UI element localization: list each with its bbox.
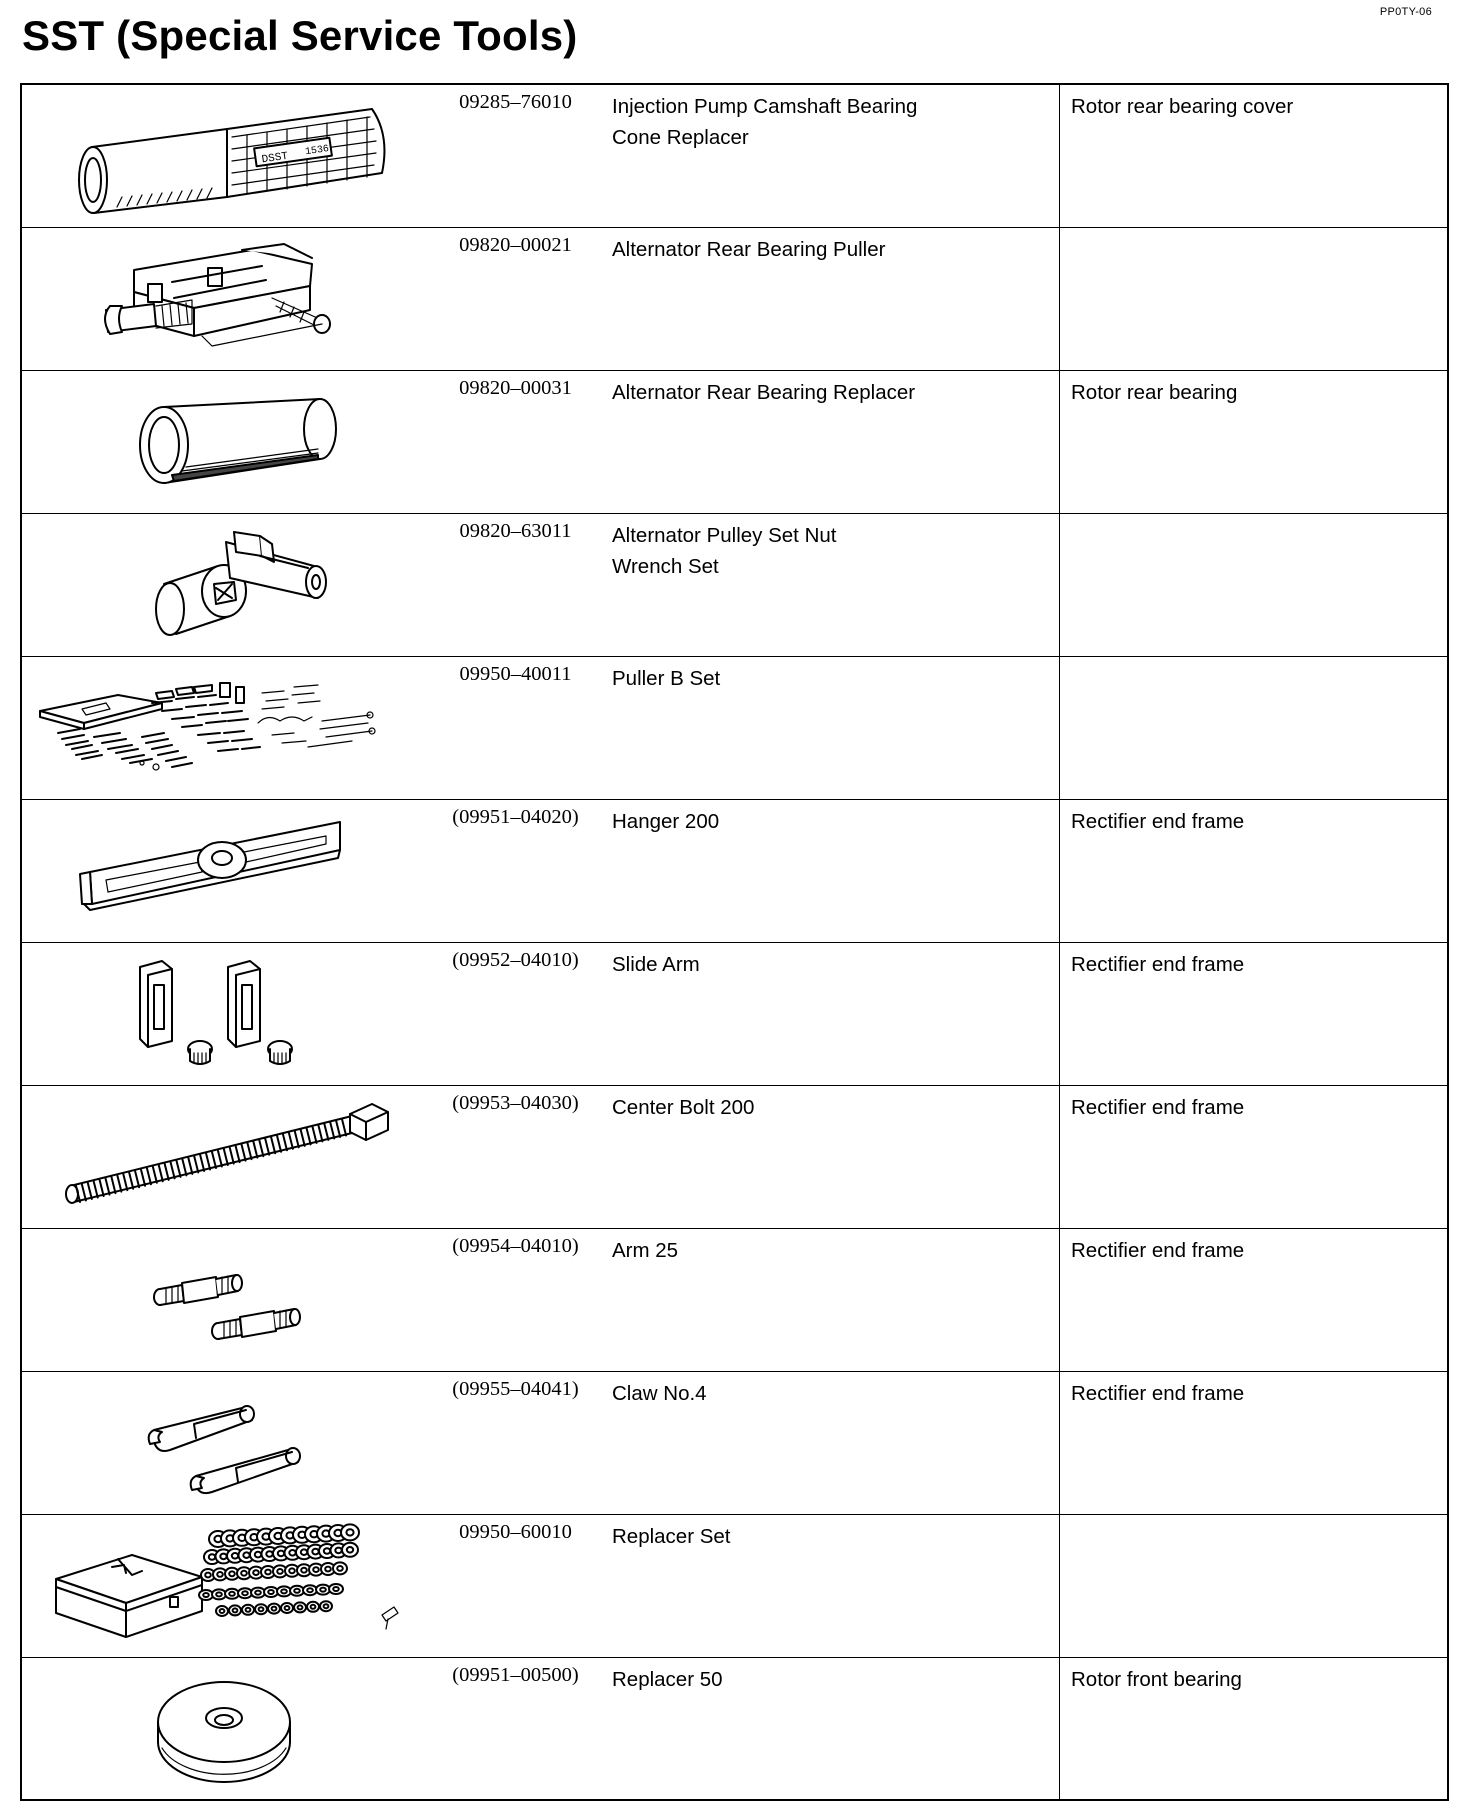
claw-icon: [22, 1372, 433, 1515]
part-number-cell: [433, 1657, 612, 1800]
tool-name-line: Puller B Set: [612, 666, 721, 690]
usage-cell: Rectifier end frame: [1060, 942, 1449, 1085]
tool-name-line: Alternator Pulley Set Nut: [612, 523, 837, 547]
usage-cell: Rotor rear bearing: [1060, 370, 1449, 513]
slide-arm-icon: [22, 943, 433, 1086]
tool-illustration-cell: [21, 1514, 433, 1657]
sst-table: [20, 83, 1449, 1801]
part-number-cell: [433, 799, 612, 942]
tool-name-cell: [612, 370, 1060, 513]
part-number-cell: [433, 370, 612, 513]
page-title: SST (Special Service Tools): [22, 12, 578, 59]
tool-illustration-cell: [21, 370, 433, 513]
bearing-puller-icon: [22, 228, 433, 371]
tool-illustration-cell: [21, 1085, 433, 1228]
table-row: [21, 1085, 1448, 1228]
arm-icon: [22, 1229, 433, 1372]
tool-name-line: Replacer 50: [612, 1667, 723, 1691]
table-row: [21, 942, 1448, 1085]
part-number-cell: [433, 227, 612, 370]
tool-name-cell: [612, 1657, 1060, 1800]
part-number: (09951–00500): [452, 1663, 579, 1686]
usage-cell: [1060, 1514, 1449, 1657]
bearing-cone-replacer-icon: [22, 85, 433, 228]
tool-name-line: Replacer Set: [612, 1524, 731, 1548]
part-number: 09950–60010: [459, 1520, 572, 1543]
tool-illustration-cell: [21, 84, 433, 227]
table-row: [21, 370, 1448, 513]
table-row: [21, 1228, 1448, 1371]
table-row: [21, 227, 1448, 370]
bearing-replacer-icon: [22, 371, 433, 514]
table-row: [21, 1514, 1448, 1657]
tool-illustration-cell: [21, 1371, 433, 1514]
tool-name-cell: [612, 1228, 1060, 1371]
tool-illustration-cell: [21, 656, 433, 799]
tool-name-cell: [612, 84, 1060, 227]
table-row: [21, 1657, 1448, 1800]
tool-name-line: Alternator Rear Bearing Replacer: [612, 380, 916, 404]
part-number: (09951–04020): [452, 805, 579, 828]
part-number-cell: [433, 513, 612, 656]
puller-set-icon: [22, 657, 433, 800]
part-number-cell: [433, 1228, 612, 1371]
tool-name-cell: [612, 942, 1060, 1085]
tool-name-cell: [612, 1514, 1060, 1657]
usage-cell: Rotor rear bearing cover: [1060, 84, 1449, 227]
part-number-cell: [433, 1514, 612, 1657]
part-number: 09950–40011: [459, 662, 572, 685]
part-number: 09820–00031: [459, 376, 572, 399]
replacer-disc-icon: [22, 1658, 433, 1801]
part-number: 09285–76010: [459, 91, 572, 113]
tool-name-line: Alternator Rear Bearing Puller: [612, 237, 886, 261]
table-row: [21, 799, 1448, 942]
wrench-set-icon: [22, 514, 433, 657]
table-row: [21, 656, 1448, 799]
part-number-cell: [433, 1085, 612, 1228]
tool-name-cell: [612, 1371, 1060, 1514]
tool-name-cell: [612, 799, 1060, 942]
usage-cell: [1060, 656, 1449, 799]
tool-name-line: Arm 25: [612, 1238, 679, 1262]
tool-illustration-cell: [21, 1657, 433, 1800]
tool-illustration-cell: [21, 1228, 433, 1371]
tool-name-line: Slide Arm: [612, 952, 700, 976]
tool-name-line: Hanger 200: [612, 809, 720, 833]
tool-name-line: Injection Pump Camshaft Bearing: [612, 95, 918, 118]
part-number: (09955–04041): [452, 1377, 579, 1400]
tool-illustration-cell: [21, 942, 433, 1085]
part-number-cell: [433, 1371, 612, 1514]
stamp-text: DSST: [261, 150, 289, 167]
table-row: [21, 1371, 1448, 1514]
part-number: (09953–04030): [452, 1091, 579, 1114]
tool-name-cell: [612, 513, 1060, 656]
tool-illustration-cell: [21, 227, 433, 370]
tool-name-cell: [612, 656, 1060, 799]
table-row: [21, 84, 1448, 227]
usage-cell: Rectifier end frame: [1060, 799, 1449, 942]
tool-name-line: Wrench Set: [612, 554, 719, 578]
part-number-cell: [433, 84, 612, 227]
tool-name-line: Center Bolt 200: [612, 1095, 755, 1119]
usage-cell: [1060, 227, 1449, 370]
usage-cell: [1060, 513, 1449, 656]
usage-cell: Rectifier end frame: [1060, 1228, 1449, 1371]
tool-illustration-cell: [21, 799, 433, 942]
part-number-cell: [433, 942, 612, 1085]
table-row: [21, 513, 1448, 656]
part-number: 09820–00021: [459, 233, 572, 256]
tool-illustration-cell: [21, 513, 433, 656]
part-number: (09954–04010): [452, 1234, 579, 1257]
stamp-text: 1536: [304, 144, 330, 159]
usage-cell: Rotor front bearing: [1060, 1657, 1449, 1800]
part-number: (09952–04010): [452, 948, 579, 971]
tool-name-line: Claw No.4: [612, 1381, 707, 1405]
tool-name-cell: [612, 227, 1060, 370]
tool-name-cell: [612, 1085, 1060, 1228]
part-number: 09820–63011: [459, 519, 572, 542]
center-bolt-icon: [22, 1086, 433, 1229]
replacer-set-icon: [22, 1515, 433, 1658]
usage-cell: Rectifier end frame: [1060, 1085, 1449, 1228]
document-code: PP0TY-06: [1379, 6, 1432, 18]
hanger-icon: [22, 800, 433, 943]
usage-cell: Rectifier end frame: [1060, 1371, 1449, 1514]
part-number-cell: [433, 656, 612, 799]
tool-name-line: Cone Replacer: [612, 126, 749, 149]
